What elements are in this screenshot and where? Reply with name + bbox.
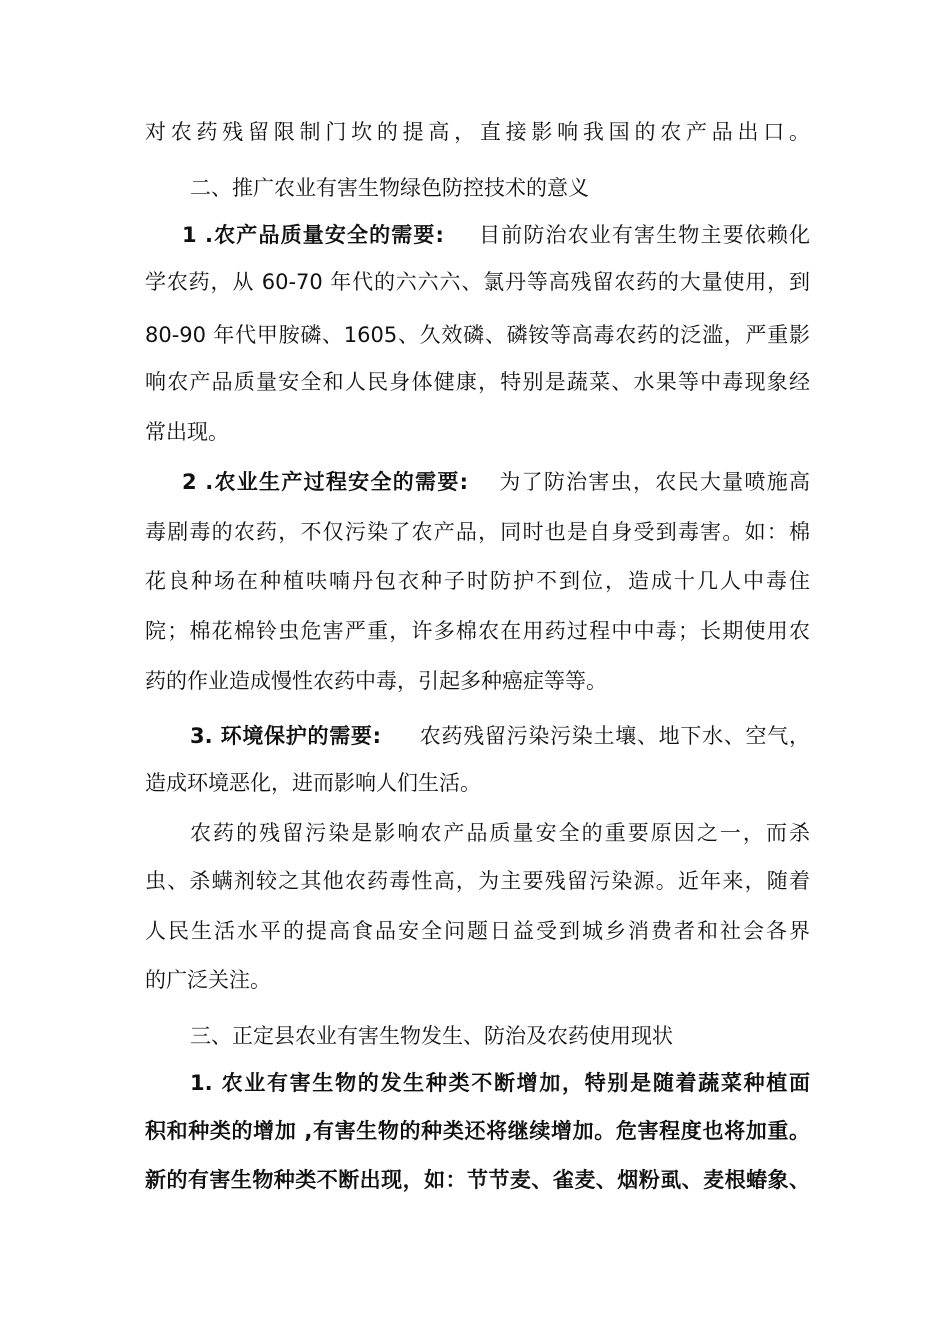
- paragraph-text: 目前防治农业有害生物主要依赖化: [477, 223, 810, 247]
- paragraph-text: 为了防治害虫，农民大量喷施高: [498, 470, 810, 494]
- bold-paragraph-line: 积和种类的增加 ,有害生物的种类还将继续增加。危害程度也将加重。: [145, 1119, 810, 1143]
- paragraph-line: 学农药，从 60-70 年代的六六六、氯丹等高残留农药的大量使用，到: [145, 270, 810, 294]
- subsection-heading-1: 1 .农产品质量安全的需要:: [182, 223, 444, 247]
- paragraph-line: 的广泛关注。: [145, 968, 271, 992]
- paragraph-line: 虫、杀螨剂较之其他农药毒性高，为主要残留污染源。近年来，随着: [145, 869, 810, 893]
- subsection-heading-3: 3. 环境保护的需要:: [190, 724, 382, 748]
- subsection-heading-2: 2 .农业生产过程安全的需要:: [182, 470, 468, 494]
- paragraph-text: 农药残留污染污染土壤、地下水、空气，: [419, 724, 810, 748]
- paragraph-line: [145, 722, 810, 750]
- paragraph-line: 毒剧毒的农药，不仅污染了农产品，同时也是自身受到毒害。如：棉: [145, 520, 810, 544]
- section-heading-3: 三、正定县农业有害生物发生、防治及农药使用现状: [190, 1024, 673, 1048]
- paragraph-line: 花良种场在种植呋喃丹包衣种子时防护不到位，造成十几人中毒住: [145, 569, 810, 593]
- paragraph-line: 造成环境恶化，进而影响人们生活。: [145, 771, 481, 795]
- paragraph-line: 80-90 年代甲胺磷、1605、久效磷、磷铵等高毒农药的泛滥，严重影: [145, 323, 810, 347]
- paragraph-line: 药的作业造成慢性农药中毒，引起多种癌症等等。: [145, 669, 607, 693]
- section-heading-2: 二、推广农业有害生物绿色防控技术的意义: [190, 176, 589, 200]
- bold-paragraph-line: 1. 农业有害生物的发生种类不断增加，特别是随着蔬菜种植面: [190, 1071, 810, 1095]
- paragraph-line: 人民生活水平的提高食品安全问题日益受到城乡消费者和社会各界: [145, 919, 810, 943]
- paragraph-line: 常出现。: [145, 420, 229, 444]
- paragraph-line: 农药的残留污染是影响农产品质量安全的重要原因之一，而杀: [190, 821, 810, 845]
- bold-paragraph-line: 新的有害生物种类不断出现，如：节节麦、雀麦、烟粉虱、麦根蝽象、: [145, 1168, 810, 1192]
- paragraph-line: [145, 468, 810, 496]
- paragraph-line: 院；棉花棉铃虫危害严重，许多棉农在用药过程中中毒；长期使用农: [145, 619, 810, 643]
- paragraph-line: 响农产品质量安全和人民身体健康，特别是蔬菜、水果等中毒现象经: [145, 370, 810, 394]
- paragraph-line: [145, 221, 810, 249]
- paragraph-line: 对农药残留限制门坎的提高，直接影响我国的农产品出口。: [145, 120, 810, 144]
